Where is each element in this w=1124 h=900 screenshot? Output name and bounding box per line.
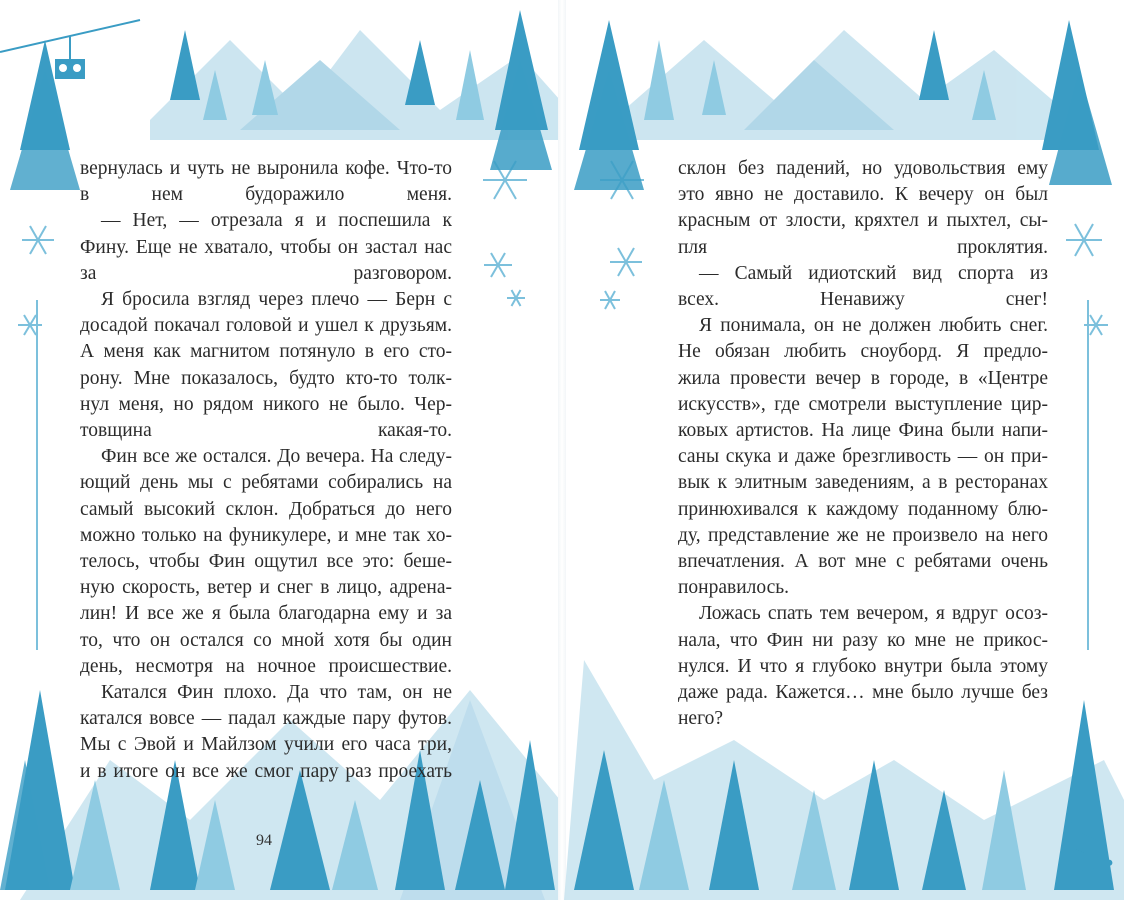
paragraph: [80, 208, 452, 287]
text-line: нулся. И что я глубоко внутри была этому: [678, 655, 1048, 677]
mountain-icon: [624, 30, 1064, 140]
text-line: рону. Мне показалось, будто кто-то толк-: [80, 367, 452, 389]
text-line: досадой покачал головой и ушел к друзьям.: [80, 315, 452, 337]
right-page-text: [678, 156, 1048, 732]
paragraph: [80, 680, 452, 785]
text-line: даже рада. Кажется… мне было лучше без: [678, 682, 1048, 704]
paragraph: [80, 156, 452, 208]
text-line: товщина какая-то.: [80, 420, 452, 442]
text-line: жила провести вечер в городе, в «Центре: [678, 367, 1048, 389]
text-line: ющий день мы с ребятами собирались на: [80, 472, 452, 494]
text-line: вернулась и чуть не выронила кофе. Что-то: [80, 158, 452, 179]
paragraph: [678, 601, 1048, 732]
text-line: нул меня, но рядом никого не было. Чер-: [80, 393, 452, 415]
right-page: [564, 0, 1124, 900]
text-line: него?: [678, 708, 724, 730]
text-line: это явно не доставило. К вечеру он был: [678, 184, 1048, 206]
text-line: нала, что Фин ни разу ко мне не прикос-: [678, 629, 1048, 651]
text-line: Фину. Еще не хватало, чтобы он застал нас: [80, 236, 452, 258]
text-line: А меня как магнитом потянуло в его сто-: [80, 341, 452, 363]
chairlift-icon: [0, 20, 140, 78]
paragraph: [678, 156, 1048, 261]
text-line: всех. Ненавижу снег!: [678, 289, 1048, 311]
text-line: понравилось.: [678, 577, 790, 599]
left-page: [0, 0, 560, 900]
text-line: — Самый идиотский вид спорта из: [699, 262, 1048, 284]
left-page-text: [80, 156, 452, 785]
text-line: пля проклятия.: [678, 236, 1048, 258]
text-line: ковых артистов. На лице Фина были напи-: [678, 420, 1048, 442]
text-line: красным от злости, кряхтел и пыхтел, сы-: [678, 210, 1048, 232]
text-line: Я бросила взгляд через плечо — Берн с: [101, 289, 452, 311]
text-line: ную скорость, ветер и снег в лицо, адрена-: [80, 577, 452, 599]
text-line: Я понимала, он не должен любить снег.: [699, 315, 1048, 337]
text-line: и в итоге он все же смог пару раз проехать: [80, 760, 452, 782]
page-number: 94: [256, 832, 272, 849]
paragraph: [80, 287, 452, 444]
text-line: Фин все же остался. До вечера. На следу-: [101, 446, 452, 468]
text-line: за разговором.: [80, 262, 452, 284]
text-line: принюхивался к каждому поданному блю-: [678, 498, 1048, 520]
text-line: впечатления. А вот мне с ребятами очень: [678, 551, 1048, 573]
text-line: телось, чтобы Фин ощутил все это: беше-: [80, 551, 452, 573]
text-line: саны скука и даже брезгливость — он при-: [678, 446, 1048, 468]
text-line: день, несмотря на ночное происшествие.: [80, 655, 452, 677]
text-line: искусств», где смотрели выступление цир-: [678, 393, 1048, 415]
text-line: то, что он остался со мной хотя бы один: [80, 629, 452, 651]
text-line: в нем будоражило меня.: [80, 184, 452, 206]
text-line: вык к элитным заведениям, а в ресторанах: [678, 472, 1048, 494]
paragraph: [678, 313, 1048, 601]
text-line: лин! И все же я была благодарна ему и за: [80, 603, 452, 625]
text-line: можно только на фуникулере, и мне так хо-: [80, 524, 452, 546]
paragraph: [678, 261, 1048, 313]
text-line: — Нет, — отрезала я и поспешила к: [101, 210, 452, 232]
text-line: Катался Фин плохо. Да что там, он не: [101, 682, 452, 704]
text-line: самый высокий склон. Добраться до него: [80, 498, 452, 520]
text-line: склон без падений, но удовольствия ему: [678, 158, 1048, 179]
text-line: ду, представление же не произвело на него: [678, 524, 1048, 546]
text-line: Ложась спать тем вечером, я вдруг осоз-: [699, 603, 1048, 625]
text-line: катался вовсе — падал каждые пару футов.: [80, 708, 452, 730]
text-line: Мы с Эвой и Майлзом учили его часа три,: [80, 734, 452, 756]
text-line: Не обязан любить сноуборд. Я предло-: [678, 341, 1048, 363]
paragraph: [80, 444, 452, 680]
